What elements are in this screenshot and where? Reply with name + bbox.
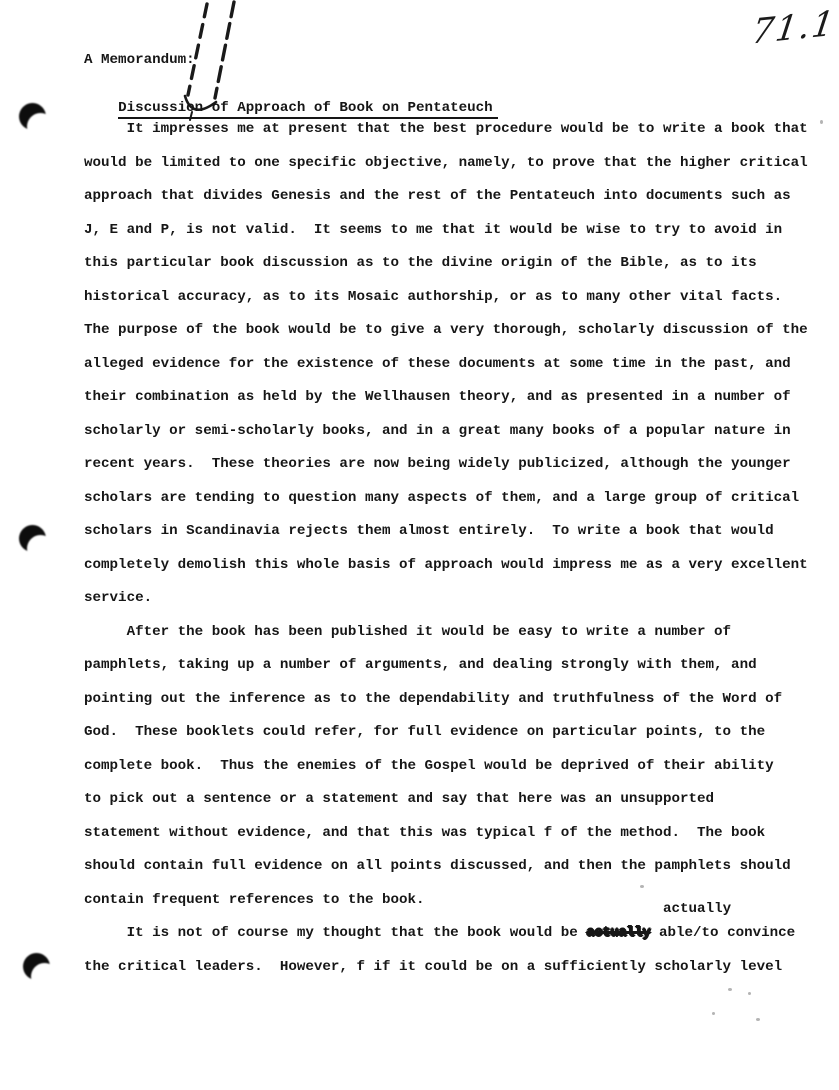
text-line: The purpose of the book would be to give a very thorough, scholarly discussion of the bbox=[84, 322, 808, 338]
text-line: After the book has been published it would be easy to write a number of bbox=[84, 623, 732, 640]
memo-label: A Memorandum: bbox=[84, 52, 195, 68]
paragraph-2 bbox=[84, 616, 829, 918]
scan-speck bbox=[748, 992, 751, 995]
text-line: God. These booklets could refer, for full evidence on particular points, to the bbox=[84, 724, 766, 740]
text-line: completely demolish this whole basis of approach would impress me as a very excellent bbox=[84, 556, 808, 573]
typed-insertion: actually bbox=[663, 901, 732, 917]
text-line: approach that divides Genesis and the rest of the Pentateuch into documents such as bbox=[84, 188, 791, 204]
text-line: the critical leaders. However, f if it could be on a sufficiently scholarly level bbox=[84, 958, 783, 975]
memo-body bbox=[84, 113, 829, 984]
crescent-smudge-icon bbox=[19, 103, 46, 130]
text-line: this particular book discussion as to the divine origin of the Bible, as to its bbox=[84, 255, 757, 271]
text-line: to pick out a sentence or a statement and say that here was an unsupported bbox=[84, 791, 715, 807]
text-line: their combination as held by the Wellhausen theory, and as presented in a number of bbox=[84, 389, 791, 405]
paragraph-3 bbox=[84, 917, 829, 984]
crescent-smudge-icon bbox=[23, 953, 50, 980]
text-line: scholars in Scandinavia rejects them almost entirely. To write a book that would bbox=[84, 523, 774, 539]
text-line: complete book. Thus the enemies of the Gospel would be deprived of their ability bbox=[84, 757, 774, 774]
text-line: would be limited to one specific objective, namely, to prove that the higher critical bbox=[84, 154, 808, 171]
text-line: scholarly or semi-scholarly books, and in a great many books of a popular nature in bbox=[84, 422, 791, 439]
text-line: statement without evidence, and that this was typical f of the method. The book bbox=[84, 824, 766, 841]
handwritten-page-number: 71.1 bbox=[749, 3, 839, 53]
text-line: J, E and P, is not valid. It seems to me that it would be wise to try to avoid in bbox=[84, 221, 783, 238]
text-line bbox=[84, 917, 829, 951]
text-line: alleged evidence for the existence of these documents at some time in the past, and bbox=[84, 355, 791, 372]
text-line: recent years. These theories are now being widely publicized, although the younger bbox=[84, 456, 791, 472]
text-line: pamphlets, taking up a number of arguments, and dealing strongly with them, and bbox=[84, 657, 757, 673]
text-line: pointing out the inference as to the dependability and truthfulness of the Word of bbox=[84, 690, 783, 707]
crescent-smudge-icon bbox=[19, 525, 46, 552]
text-line: should contain full evidence on all points discussed, and then the pamphlets should bbox=[84, 858, 791, 874]
text-line: contain frequent references to the book. bbox=[84, 891, 425, 908]
scan-speck bbox=[756, 1018, 760, 1021]
text-line: service. bbox=[84, 590, 153, 606]
scan-speck bbox=[712, 1012, 715, 1015]
scan-speck bbox=[728, 988, 732, 991]
struck-word: actually bbox=[586, 925, 651, 941]
text-segment: It is not of course my thought that the book would be bbox=[84, 925, 587, 941]
text-segment: able/to convince bbox=[650, 925, 796, 941]
page-title-text: Discussion of Approach of Book on Pentateuch bbox=[118, 100, 498, 119]
paragraph-1 bbox=[84, 113, 829, 616]
text-line: historical accuracy, as to its Mosaic authorship, or as to many other vital facts. bbox=[84, 288, 783, 305]
text-line: It impresses me at present that the best procedure would be to write a book that bbox=[84, 121, 808, 137]
text-line: scholars are tending to question many aspects of them, and a large group of critical bbox=[84, 489, 800, 506]
